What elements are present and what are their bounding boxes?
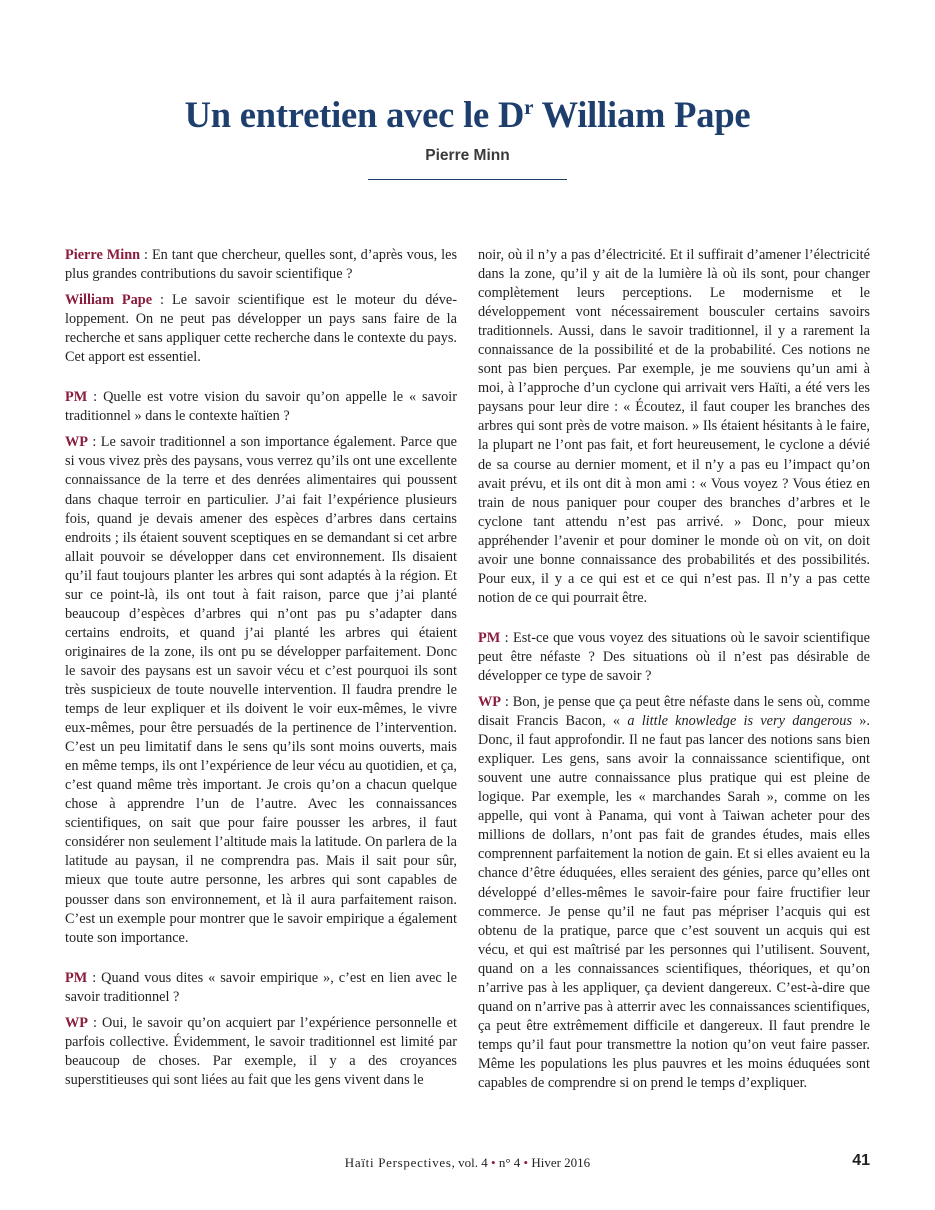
author-byline: Pierre Minn — [425, 147, 510, 164]
season-label: Hiver 2016 — [528, 1155, 591, 1170]
page-footer — [0, 1154, 935, 1172]
bullet-separator: • — [523, 1155, 529, 1170]
paragraph-text: Le savoir traditionnel a son importance également. Parce que si vous vivez près des paysans, vous verrez qu’ils ont une excellente connaissance de la terre et des denrées alimentaires qui poussent dans chaque terroir en particulier. J’ai fait l’expérience plusieurs fois, quand je devais amener des espèces d’arbres dans certains endroits ; ils étaient souvent sceptiques en se demandant si cet arbre allait pouvoir se développer dans cet environnement. Ils disaient qu’il faut toujours planter les arbres qui sont adaptés à la région. Et sur ce point-là, ils ont tout à fait raison, parce que j’ai planté beaucoup d’espèces d’arbres qui n’ont pas pu s’adapter dans certains endroits, et quand j’ai planté les arbres qui étaient originaires de la zone, ils ont pu se développer parfaitement. Donc le savoir des paysans est un savoir vécu et c’est pourquoi ils sont très suspicieux de toute nouvelle intervention. Il faudra prendre le temps de leur expliquer et ils doivent le voir eux-mêmes, le vivre eux-mêmes, pour être persuadés de la pertinence de l’intervention. C’est un peu limitatif dans le sens qu’ils sont moins ouverts, mais en même temps, ils ont l’expérience de leur vécu au quotidien, et ça, c’est quand même très important. Je crois qu’on a chacun quelque chose à apprendre l’un de l’autre. Avec les connaissances scientifiques, on sait que pour faire pousser les arbres, il faut considérer non seulement l’altitude mais la latitude. On parlera de la latitude au paysan, il ne comprendra pas. Mais il sait pour sûr, mieux que toute autre personne, les arbres qui sont capables de pousser dans son environnement, et là il aura parfaitement raison. C’est un exemple pour montrer que le savoir empirique a également toute son importance. — [65, 434, 457, 946]
title-superscript: r — [524, 94, 534, 119]
interview-paragraph — [65, 388, 457, 426]
paragraph-text: Oui, le savoir qu’on acquiert par l’expérience personnelle et parfois collective. Évidemment, le savoir traditionnel est limité par beaucoup de choses. Par exemple, il y a des croyances superstitieuses qui sont liées au fait que les gens vivent dans le — [65, 1014, 457, 1088]
speaker-separator: : — [88, 434, 101, 451]
bullet-separator: • — [491, 1155, 496, 1170]
interview-paragraph — [65, 291, 457, 367]
interview-paragraph — [65, 246, 457, 284]
left-column — [65, 246, 457, 1097]
speaker-separator: : — [152, 292, 172, 309]
paragraph-text: En tant que chercheur, quelles sont, d’après vous, les plus grandes contributions du savoir scientifique ? — [65, 247, 458, 283]
right-column — [478, 246, 870, 1100]
volume-label: , vol. 4 — [451, 1155, 491, 1170]
issue-number: n° 4 — [495, 1155, 524, 1170]
speaker-label: PM — [65, 389, 88, 406]
speaker-separator: : — [500, 629, 513, 646]
speaker-separator: : — [87, 969, 102, 986]
paragraph-text: Bon, je pense que ça peut être néfaste dans le sens où, comme disait Francis Bacon, « — [478, 694, 870, 730]
speaker-label: PM — [478, 629, 501, 646]
paragraph-text-continued: ». Donc, il faut approfondir. Il ne faut pas lancer des notions sans bien expliquer. Les gens, sans avoir la connaissance scientifique, ont souvent une autre connaissance plus pratique qui est pleine de logique. Par exemple, les « marchandes Sarah », comme on les appelle, qui vont à Panama, qui vont à Taiwan acheter pour des millions de dollars, n’ont pas fait de grandes études, mais elles comprennent parfaitement la notion de gain. Et si elles avaient eu la chance d’être éduquées, elles seraient des génies, parce qu’elles ont développé d’elles-mêmes le savoir-faire pour faire fructifier leur commerce. Je pense qu’il ne faut pas mépriser l’acquis qui est obtenu de la pratique, parce que c’est souvent un acquis qui est vécu, et qui est maîtrisé par les personnes qui l’utilisent. Souvent, quand on a les connaissances scientifiques, théoriques, et qu’on n’arrive pas à les appliquer, ça devient dangereux. C’est-à-dire que quand on n’arrive pas à atterrir avec les connaissances scientifiques, ça peut être extrêmement difficile et dangereux. Il faut prendre le temps qu’il faut pour transmettre la notion qu’on veut faire passer. Même les populations les plus pauvres et les moins éduquées sont capables de comprendre si on prend le temps d’expliquer. — [478, 713, 871, 1091]
interview-paragraph — [65, 433, 457, 947]
journal-name: Haïti Perspectives — [344, 1155, 452, 1170]
interview-paragraph — [478, 629, 870, 686]
article-title — [0, 84, 935, 138]
interview-paragraph — [65, 969, 457, 1007]
paragraph-text: noir, où il n’y a pas d’électricité. Et il suffirait d’amener l’électricité dans la zone, qu’il y ait de la lumière là où ils sont, pour changer complètement leurs perceptions. Le modernisme et le développement vont nécessairement bousculer certains savoirs traditionnels. Aussi, dans le savoir traditionnel, il y a rarement la connaissance de la possibilité et de la probabilité. Ces notions ne sont pas bien perçues. Par exemple, je me souviens qu’un ami à moi, à l’approche d’un cyclone qui arrivait vers Haïti, a été vers les paysans pour leur dire : « Écoutez, il faut couper les branches des arbres qui sont près de votre maison. » Ils étaient hésitants à le faire, la plupart ne l’ont pas fait, et fort heureusement, le cyclone a dévié de sa course au dernier moment, et il n’y a pas eu l’impact qu’on avait prévu, et ils ont dit à mon ami : « Vous voyez ? Vous étiez en train de nous paniquer pour couper des branches d’arbres et le cyclone tant attendu n’est pas arrivé. » Donc, pour mieux appréhender l’avenir et pour dominer le monde où on vit, on doit avoir une bonne connaissance des probabilités et des possibilités. Pour eux, il y a ce qui est et ce qui n’est pas. Il n’y a pas cette notion de ce qui pourrait être. — [478, 247, 870, 606]
paragraph-text: Quand vous dites « savoir empirique », c’est en lien avec le savoir traditionnel ? — [65, 969, 457, 1005]
speaker-separator: : — [88, 1014, 103, 1031]
speaker-label: WP — [65, 434, 89, 451]
title-main: Un entretien avec le D — [184, 94, 525, 136]
title-divider — [368, 179, 567, 180]
speaker-label: William Pape — [65, 292, 153, 309]
interview-paragraph — [65, 1014, 457, 1090]
page-number: 41 — [852, 1152, 870, 1169]
speaker-separator: : — [501, 694, 513, 711]
speaker-separator: : — [87, 389, 104, 406]
speaker-label: PM — [65, 969, 88, 986]
interview-paragraph — [478, 246, 870, 608]
paragraph-text: Quelle est votre vision du savoir qu’on appelle le « savoir traditionnel » dans le contexte haïtien ? — [65, 389, 457, 425]
interview-paragraph — [478, 693, 870, 1093]
paragraph-text: Est-ce que vous voyez des situations où le savoir scientifique peut être néfaste ? Des situations où il n’est pas désirable de développer ce type de savoir ? — [478, 629, 870, 684]
paragraph-text: Le savoir scientifique est le moteur du développement. On ne peut pas développer un pays sans faire de la recherche et sans appliquer cette recherche dans le contexte du pays. Cet apport est essentiel. — [65, 292, 457, 366]
speaker-separator: : — [140, 247, 152, 263]
speaker-label: WP — [478, 694, 502, 711]
speaker-label: WP — [65, 1014, 89, 1031]
quote-italic: a little knowledge is very dangerous — [627, 713, 853, 730]
title-end: William Pape — [533, 94, 751, 136]
speaker-label: Pierre Minn — [65, 247, 141, 263]
